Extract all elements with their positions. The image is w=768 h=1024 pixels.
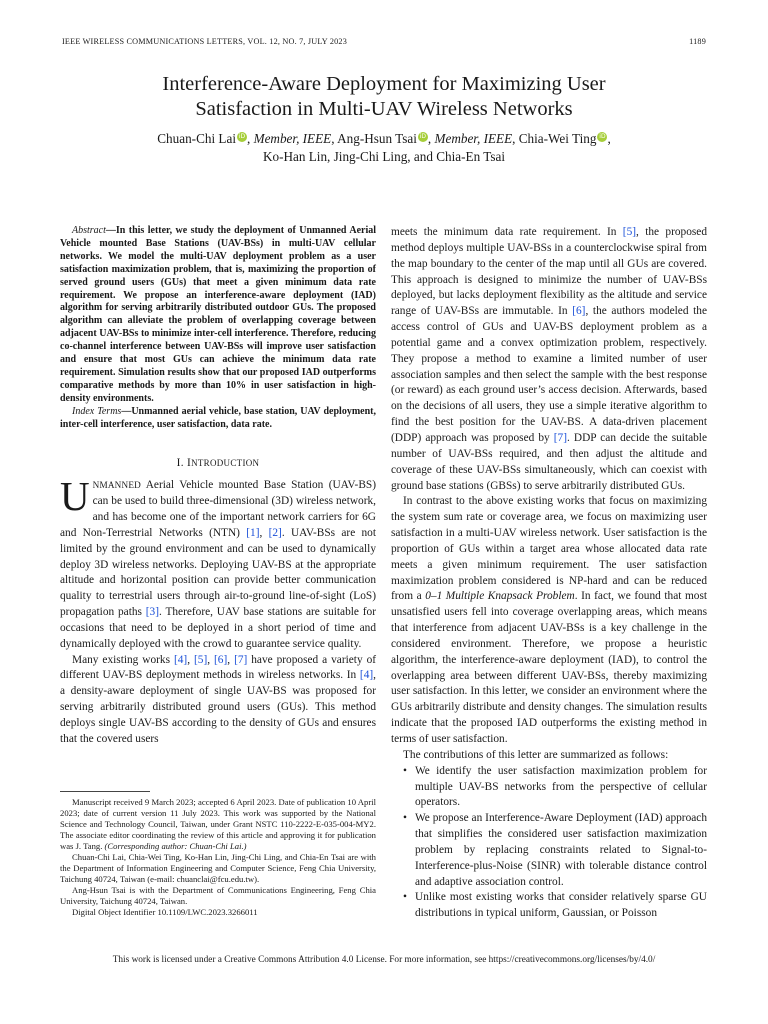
footnote-affiliation-2: Ang-Hsun Tsai is with the Department of Communications Engineering, Feng Chia University, Taichung 40724, Taiwan. (60, 885, 376, 906)
text-run: Aerial Vehicle mounted Base Station (UAV-BS) can be used to build three-dimensional (3D) wireless network, and has become one of the important network carriers for 6G and Non-Terrestrial Networks (NTN) (60, 479, 376, 539)
text-run: , the proposed method deploys multiple UAV-BSs in a counterclockwise spiral from the map boundary to the center of the map until all GUs are covered. This approach is designed to minimize the number of UAV-BSs deployed, but lacks deployment flexibility as the altitude and service range of UAV-BSs are immutable. In (391, 226, 707, 318)
intro-paragraph-1 (60, 473, 377, 652)
index-terms-label: Index Terms (72, 405, 122, 417)
text-run: meets the minimum data rate requirement. In (391, 226, 623, 238)
citation-link[interactable]: [5] (622, 226, 637, 238)
citation-link[interactable]: [4] (359, 669, 374, 682)
author-line-2: Ko-Han Lin, Jing-Chi Ling, and Chia-En Tsai (262, 149, 506, 164)
abstract-body: —In this letter, we study the deployment of Unmanned Aerial Vehicle mounted Base Stations (UAV-BSs) in multi-UAV cellular networks. We model the multi-UAV deployment problem as a user satisfaction maximization problem, that is, maximizing the proportion of served ground users (GUs) that meet a given minimum data rate requirement. We propose an interference-aware deployment (IAD) algorithm for serving arbitrarily distributed outdoor GUs. The proposed algorithm can alleviate the problem of overlapping coverage between adjacent UAV-BSs to minimize inter-cell interference. Therefore, reducing co-channel interference between UAV-BSs will improve user satisfaction and ensure that most GUs can achieve the minimum data rate requirement. Simulation results show that our proposed IAD outperforms comparative methods by more than 10% in user satisfaction in high-density environments. (60, 225, 376, 404)
title-line-2: Satisfaction in Multi-UAV Wireless Networks (195, 98, 573, 120)
text-run: , (227, 653, 235, 666)
bullet-icon: • (403, 891, 407, 904)
author-name: Ang-Hsun Tsai (337, 131, 417, 146)
citation-link[interactable]: [5] (194, 653, 208, 666)
text-run: have proposed a variety of different UAV-BS deployment methods in wireless networks. In (60, 653, 377, 682)
text-run: Many existing works (72, 653, 174, 666)
page-number: 1189 (689, 37, 706, 46)
orcid-icon[interactable]: iD (419, 133, 427, 140)
bullet-icon: • (403, 812, 407, 825)
citation-link[interactable]: [3] (145, 606, 159, 619)
intro-paragraph-2 (60, 653, 376, 748)
text-run: , a density-aware deployment of single UAV-BS was proposed for serving arbitrarily distributed ground users (GUs). This method deploys single UAV-BS according to the density of GUs and ensures that the covered users (60, 669, 376, 745)
list-item (391, 890, 707, 922)
text-run: , (207, 653, 215, 666)
corresponding-author: (Corresponding author: Chuan-Chi Lai.) (104, 841, 247, 851)
text-run: , (187, 653, 194, 666)
list-item (391, 764, 707, 812)
text-run: . DDP can decide the suitable number of UAV-BSs required, and then adjust the altitude and coverage of these UAV-BSs simultaneously, which can coexist with ground base stations (GBSs) to serve arbitrarily distributed GUs. (391, 431, 707, 492)
orcid-icon[interactable]: iD (238, 133, 246, 140)
text-run: In contrast to the above existing works that focus on maximizing the system sum rate or coverage area, we focus on maximizing user satisfaction in a multi-UAV wireless network. User satisfaction is the proportion of GUs within a target area whose allocated data rate meets a given minimum requirement. The user satisfaction maximization problem considered is NP-hard and can be reduced from a (391, 495, 707, 603)
bullet-icon: • (403, 764, 407, 777)
text-run: . UAV-BSs are not limited by the ground environment and can be used to dynamically deploy 3D wireless networks. Deploying UAV-BS at the appropriate altitude and horizontal position can provide better communication quality to terrestrial users through air-to-ground line-of-sight (LoS) propagation paths (60, 526, 377, 619)
left-column (60, 225, 376, 748)
right-paragraph-1 (391, 225, 707, 494)
emphasis: 0–1 Multiple Knapsack Problem (425, 590, 575, 603)
text-run: . In fact, we found that most unsatisfied users fell into coverage overlapping areas, which means that interference from adjacent UAV-BSs is a key challenge in the considered environment. Therefore, we propose a heuristic algorithm, the interference-aware deployment (IAD), to control the overlapping area between different UAV-BSs, thereby maximizing user satisfaction. In this letter, we consider an environment where the GUs arbitrarily distribute and density changes. The simulation results indicate that the proposed IAD outperforms the existing method in terms of user satisfaction. (391, 590, 708, 745)
intro-smallcaps: NMANNED (92, 480, 141, 491)
running-head (62, 37, 706, 51)
footnote-manuscript (60, 797, 376, 852)
abstract-label: Abstract (72, 225, 106, 236)
footnotes (60, 797, 376, 918)
section-heading (60, 456, 376, 472)
citation-link[interactable]: [1] (246, 526, 260, 539)
text-run: , (259, 526, 269, 539)
text-run: , the authors modeled the access control of GUs and UAV-BS deployment problem as a potential game and a convex optimization problem, respectively. They propose a method to examine a limited number of user association samples and then select the sample with the best response (or reward) as each ground user’s access decision. Afterwards, based on the decisions of all users, they use a simple iterative algorithm to find the best position for the UAV-BS. A data-driven placement (DDP) approach was proposed by (391, 305, 707, 444)
author-role: Member, IEEE (434, 131, 513, 146)
section-numeral: I. I (176, 456, 192, 469)
citation-link[interactable]: [2] (268, 526, 282, 539)
author-role: Member, IEEE (253, 131, 332, 146)
list-item-text: Unlike most existing works that consider relatively sparse GU distributions in typical uniform, Gaussian, or Poisson (415, 891, 707, 920)
abstract (60, 225, 376, 406)
citation-link[interactable]: [6] (572, 305, 586, 318)
footnote-rule (60, 791, 150, 792)
paper-title (0, 72, 768, 122)
right-paragraph-2 (391, 494, 707, 748)
journal-name: IEEE WIRELESS COMMUNICATIONS LETTERS, VOL. 12, NO. 7, JULY 2023 (62, 37, 347, 46)
citation-link[interactable]: [6] (214, 653, 228, 666)
contribution-list (391, 764, 707, 922)
drop-cap: U (60, 473, 90, 520)
list-item-text: We identify the user satisfaction maximization problem for multiple UAV-BS networks from the perspective of cellular operators. (415, 764, 707, 809)
text-run: Manuscript received 9 March 2023; accepted 6 April 2023. Date of publication 10 April 2023; date of current version 11 July 2023. This work was supported by the National Science and Technology Council, Taiwan, under Grant NSTC 110-2222-E-035-004-MY2. The associate editor coordinating the review of this article and approving it for publication was J. Tang. (60, 797, 376, 851)
index-terms (60, 406, 376, 432)
title-line-1: Interference-Aware Deployment for Maximizing User (162, 73, 606, 95)
list-item (391, 811, 707, 890)
index-terms-body: —Unmanned aerial vehicle, base station, UAV deployment, inter-cell interference, user satisfaction, data rate. (60, 405, 376, 430)
footnote-affiliation-1: Chuan-Chi Lai, Chia-Wei Ting, Ko-Han Lin, Jing-Chi Ling, and Chia-En Tsai are with the Department of Information Engineering and Computer Science, Feng Chia University, Taichung 40724, Taiwan (e-mail: chuanclai@fcu.edu.tw). (60, 852, 376, 884)
footnote-doi: Digital Object Identifier 10.1109/LWC.2023.3266011 (72, 907, 258, 917)
section-title: NTRODUCTION (191, 457, 260, 468)
author-line-1: Chuan-Chi Lai iD , Member, IEEE, Ang-Hsun Tsai iD , Member, IEEE, Chia-Wei Ting iD , (157, 131, 611, 146)
list-item-text: We propose an Interference-Aware Deployment (IAD) approach that simplifies the considered user satisfaction maximization problem by replacing constraints related to Signal-to-Interference-plus-Noise (SINR) with tolerable distance control and adaptive association control. (415, 812, 707, 888)
right-paragraph-3: The contributions of this letter are summarized as follows: (403, 748, 669, 761)
text-run: . Therefore, UAV base stations are suitable for occasions that need to be deployed in a short period of time and dynamically deployed with the crowd to guarantee service quality. (60, 606, 376, 650)
citation-link[interactable]: [7] (553, 431, 568, 444)
author-name: Chia-Wei Ting (518, 131, 597, 146)
orcid-icon[interactable]: iD (599, 133, 606, 140)
author-name: Chuan-Chi Lai (157, 131, 236, 146)
license-notice: This work is licensed under a Creative Commons Attribution 4.0 License. For more information, see https://creativecommons.org/licenses/by/4.0/ (112, 955, 656, 965)
author-list (0, 130, 768, 166)
right-column (391, 225, 707, 922)
citation-link[interactable]: [4] (173, 653, 188, 666)
citation-link[interactable]: [7] (234, 653, 248, 666)
